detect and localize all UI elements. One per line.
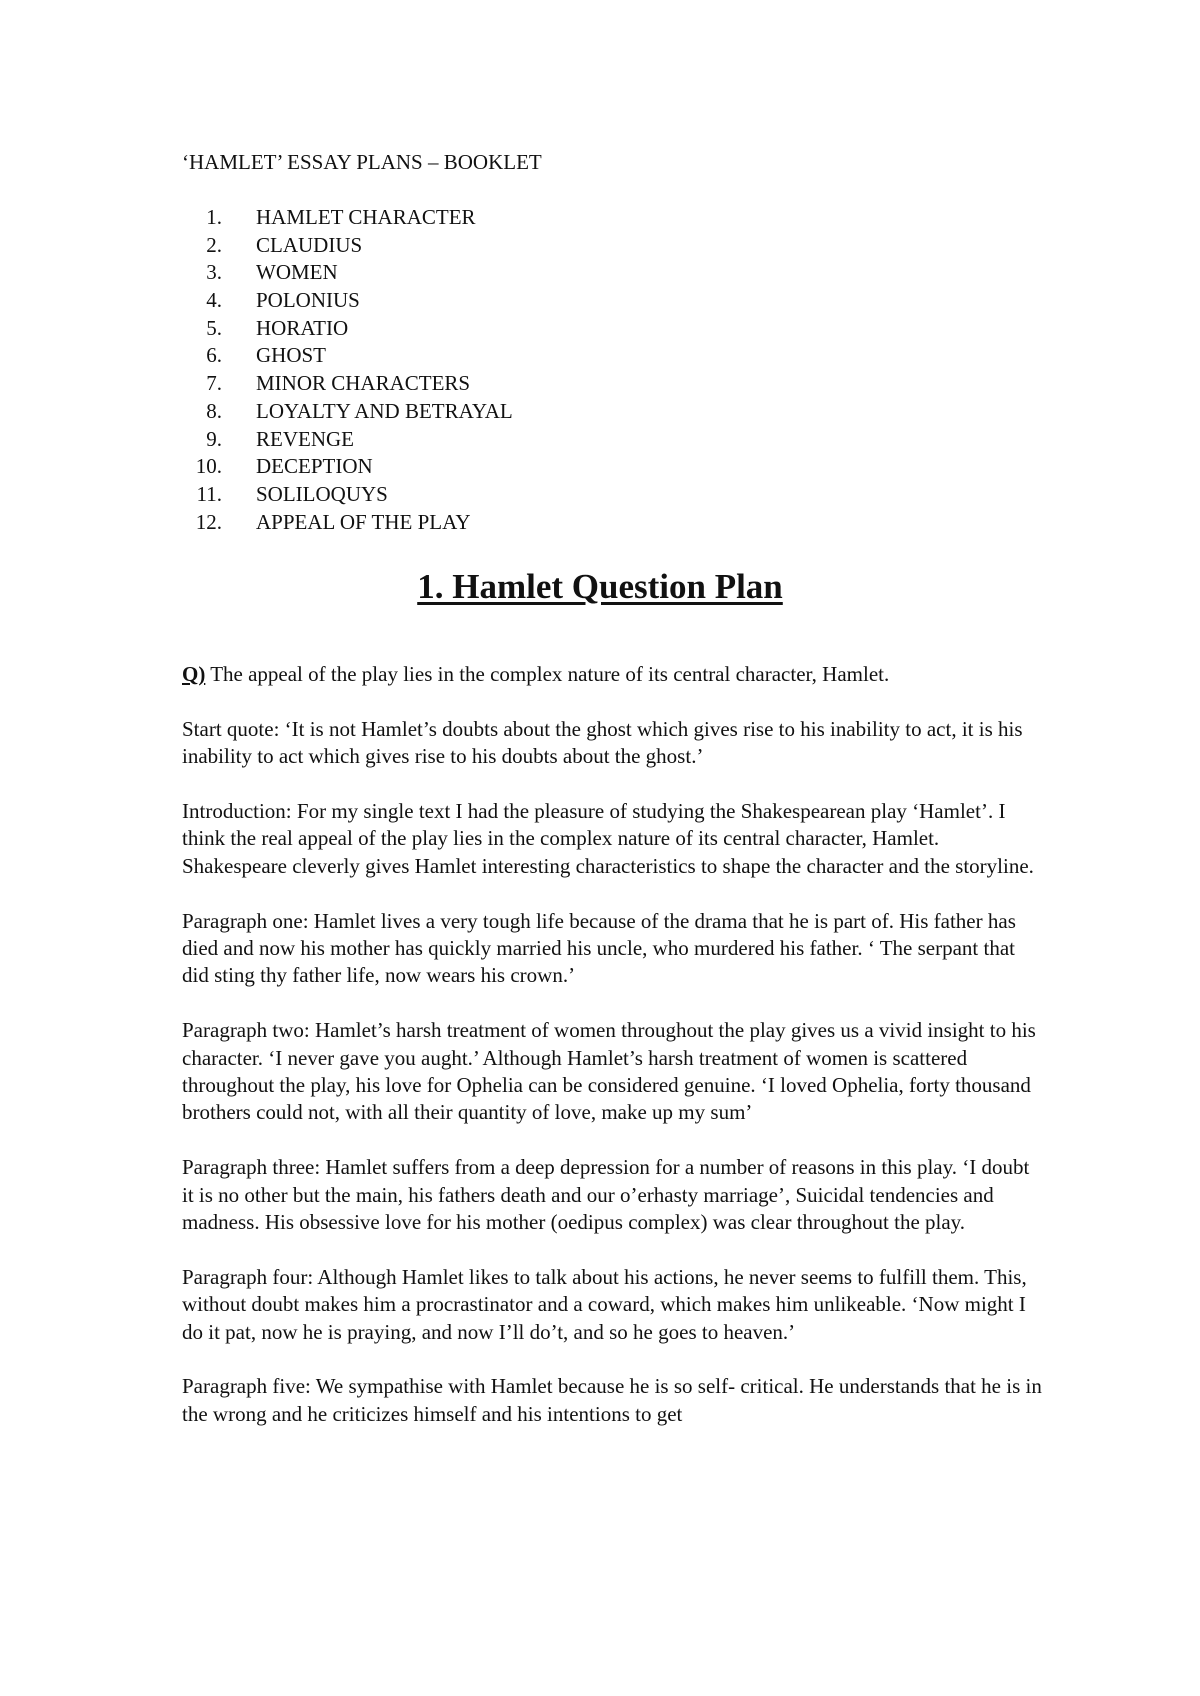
toc-label: HAMLET CHARACTER bbox=[256, 205, 476, 229]
toc-number: 11. bbox=[196, 481, 222, 506]
introduction-paragraph: Introduction: For my single text I had the pleasure of studying the Shakespearean play ‘Hamlet’. I think the real appeal of the play lies in the complex nature of its central character, Hamlet. Shakespeare cleverly gives Hamlet interesting characteristics to shape the character and the storyline. bbox=[182, 799, 1034, 878]
essay-plan-body bbox=[182, 661, 1042, 1456]
paragraph-five: Paragraph five: We sympathise with Hamlet because he is so self- critical. He understands that he is in the wrong and he criticizes himself and his intentions to get bbox=[182, 1374, 1042, 1426]
toc-number: 2. bbox=[206, 232, 222, 257]
toc-number: 3. bbox=[206, 260, 222, 285]
toc-number: 8. bbox=[206, 398, 222, 423]
toc-number: 5. bbox=[206, 315, 222, 340]
toc-label: APPEAL OF THE PLAY bbox=[256, 509, 471, 534]
toc-number: 6. bbox=[206, 343, 222, 368]
question-paragraph bbox=[182, 661, 1042, 688]
booklet-title: ‘HAMLET’ ESSAY PLANS – BOOKLET bbox=[182, 150, 542, 174]
toc-label: HORATIO bbox=[256, 315, 349, 340]
paragraph-four: Paragraph four: Although Hamlet likes to talk about his actions, he never seems to fulfill them. This, without doubt makes him a procrastinator and a coward, which makes him unlikeable. ‘Now might I do it pat, now he is praying, and now I’ll do’t, and so he goes to heaven.’ bbox=[182, 1264, 1027, 1344]
start-quote-paragraph: Start quote: ‘It is not Hamlet’s doubts about the ghost which gives rise to his inability to act, it is his inability to act which gives rise to his doubts about the ghost.’ bbox=[182, 716, 1023, 769]
toc-number: 7. bbox=[206, 371, 222, 396]
toc-label: MINOR CHARACTERS bbox=[256, 371, 471, 396]
toc-number: 10. bbox=[195, 454, 222, 479]
toc-label: SOLILOQUYS bbox=[256, 481, 388, 506]
toc-number: 12. bbox=[195, 509, 222, 534]
toc-label: WOMEN bbox=[256, 260, 338, 285]
toc-label: GHOST bbox=[256, 343, 327, 368]
toc-number: 9. bbox=[206, 426, 222, 451]
toc-label: REVENGE bbox=[256, 426, 354, 451]
paragraph-one: Paragraph one: Hamlet lives a very tough life because of the drama that he is part of. His father has died and now his mother has quickly married his uncle, who murdered his father. ‘ The serpant that did sting thy father life, now wears his crown.’ bbox=[182, 908, 1016, 988]
toc-label: LOYALTY AND BETRAYAL bbox=[256, 398, 513, 423]
toc-label: POLONIUS bbox=[256, 288, 360, 313]
paragraph-two: Paragraph two: Hamlet’s harsh treatment of women throughout the play gives us a vivid insight to his character. ‘I never gave you aught.’ Although Hamlet’s harsh treatment of women is scattered throughout the play, his love for Ophelia can be considered genuine. ‘I loved Ophelia, forty thousand brothers could not, with all their quantity of love, make up my sum’ bbox=[182, 1018, 1036, 1125]
toc-number: 1. bbox=[206, 205, 222, 229]
paragraph-three: Paragraph three: Hamlet suffers from a deep depression for a number of reasons in this play. ‘I doubt it is no other but the main, his fathers death and our o’erhasty marriage’, Suicidal tendencies and madness. His obsessive love for his mother (oedipus complex) was clear throughout the play. bbox=[182, 1155, 1030, 1235]
question-text: The appeal of the play lies in the complex nature of its central character, Hamlet. bbox=[205, 662, 890, 686]
section-heading: 1. Hamlet Question Plan bbox=[417, 567, 783, 606]
question-label: Q) bbox=[182, 662, 206, 686]
toc-label: DECEPTION bbox=[256, 454, 373, 479]
toc-number: 4. bbox=[206, 288, 222, 313]
toc-label: CLAUDIUS bbox=[256, 232, 363, 257]
